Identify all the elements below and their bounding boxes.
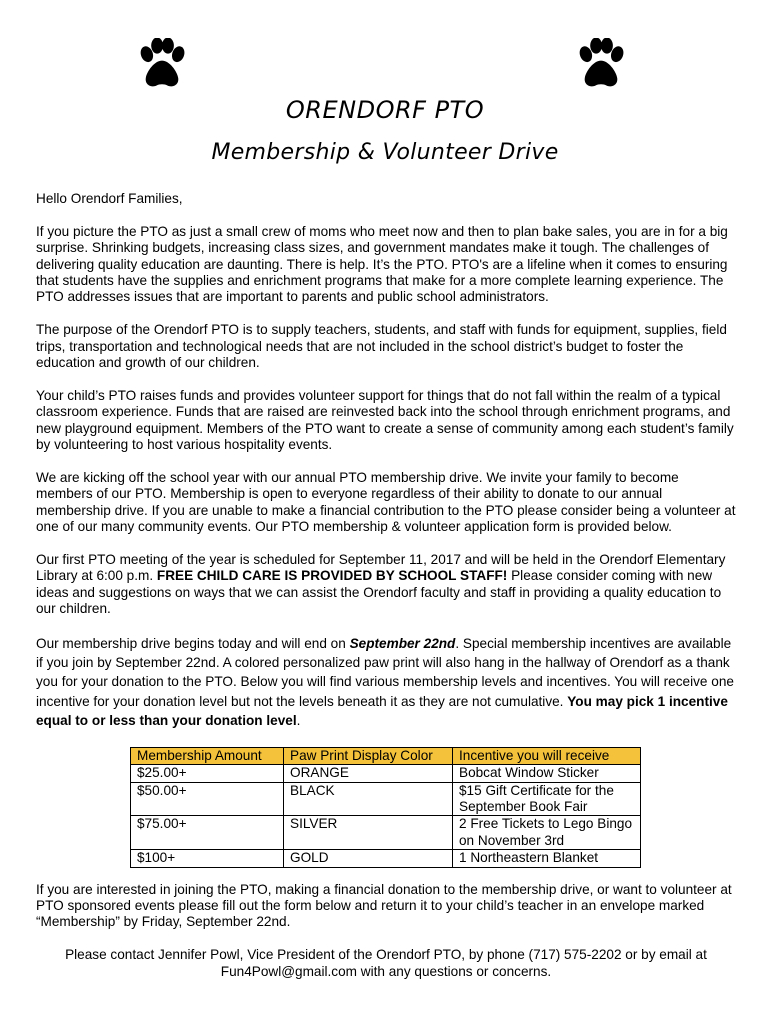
table-row (131, 765, 641, 782)
page-title: ORENDORF PTO (285, 96, 485, 124)
column-header: Incentive you will receive (453, 747, 641, 764)
paragraph-join: If you are interested in joining the PTO, making a financial donation to the membership drive, or want to volunteer at PTO sponsored events please fill out the form below and return it to your child’s teacher in an envelope marked “Membership” by Friday, September 22nd. (36, 881, 732, 930)
deadline-date: September 22nd (349, 635, 456, 651)
letter-body (36, 191, 736, 996)
incentive-rule: You may pick 1 incentive equal to or less than your donation level (36, 693, 728, 729)
paragraph-purpose: The purpose of the Orendorf PTO is to supply teachers, students, and staff with funds for equipment, supplies, field trips, transportation and technological needs that are not included in the school district’s budget to foster the education and growth of our children. (36, 322, 727, 371)
membership-levels-table (130, 747, 641, 868)
column-header: Paw Print Display Color (284, 747, 453, 764)
table-row (131, 782, 641, 816)
table-row (131, 850, 641, 867)
table-cell: BLACK (284, 782, 453, 816)
paragraph-support: Your child’s PTO raises funds and provides volunteer support for things that do not fall within the realm of a typical classroom experience. Funds that are raised are reinvested back into the school through enrichment programs, and new playground equipment. Members of the PTO want to create a sense of community among each student’s family by volunteering to host various hospitality events. (36, 387, 734, 453)
table-cell: $25.00+ (131, 765, 284, 782)
table-cell: ORANGE (284, 765, 453, 782)
paragraph-drive: We are kicking off the school year with our annual PTO membership drive. We invite your family to become members of our PTO. Membership is open to everyone regardless of their ability to donate to our annual membership drive. If you are unable to make a financial contribution to the PTO please consider being a volunteer at one of our many community events. Our PTO membership & volunteer application form is provided below. (36, 469, 736, 535)
table-cell: $75.00+ (131, 816, 284, 850)
table-cell: $15 Gift Certificate for the September Book Fair (453, 782, 641, 816)
table-header-row (131, 747, 641, 764)
contact-info: Please contact Jennifer Powl, Vice President of the Orendorf PTO, by phone (717) 575-2202 or by email at Fun4Powl@gmail.com with any questions or concerns. (65, 947, 707, 979)
table-cell: Bobcat Window Sticker (453, 765, 641, 782)
table-row (131, 816, 641, 850)
table-cell: 1 Northeastern Blanket (453, 850, 641, 867)
column-header: Membership Amount (131, 747, 284, 764)
child-care-notice: FREE CHILD CARE IS PROVIDED BY SCHOOL STAFF! (156, 568, 508, 584)
table-cell: SILVER (284, 816, 453, 850)
paw-print-icon (135, 38, 189, 92)
table-cell: GOLD (284, 850, 453, 867)
paragraph-meeting (36, 552, 736, 618)
table-cell: $100+ (131, 850, 284, 867)
paragraph-incentives (36, 634, 736, 730)
greeting: Hello Orendorf Families, (36, 191, 183, 206)
paw-print-icon (574, 38, 628, 92)
incentives-text-mid: . Special membership incentives are available if you join by September 22nd. A colored personalized paw print will also hang in the hallway of Orendorf as a thank you for your donation to the PTO. Below you will find various membership levels and incentives. You will receive one incentive for your donation level but not the levels beneath it as they are not cumulative. (36, 635, 734, 709)
table-cell: 2 Free Tickets to Lego Bingo on November 3rd (453, 816, 641, 850)
page-subtitle: Membership & Volunteer Drive (211, 140, 559, 165)
paragraph-intro: If you picture the PTO as just a small crew of moms who meet now and then to plan bake sales, you are in for a big surprise. Shrinking budgets, increasing class sizes, and government mandates make it tough. The challenges of delivering quality education are daunting. There is help. It’s the PTO. PTO's are a lifeline when it comes to ensuring that students have the supplies and enrichment programs that make for a more complete learning experience. The PTO addresses issues that are important to parents and public school administrators. (36, 223, 728, 305)
incentives-text: Our membership drive begins today and will end on (36, 635, 350, 651)
table-cell: $50.00+ (131, 782, 284, 816)
meeting-text-end: Please consider coming with new ideas and suggestions on ways that we can assist the Orendorf faculty and staff in providing a quality education to our children. (36, 568, 722, 617)
meeting-text: Our first PTO meeting of the year is scheduled for September 11, 2017 and will be held in the Orendorf Elementary Library at 6:00 p.m. (36, 551, 726, 584)
incentives-text-end: . (296, 713, 301, 729)
